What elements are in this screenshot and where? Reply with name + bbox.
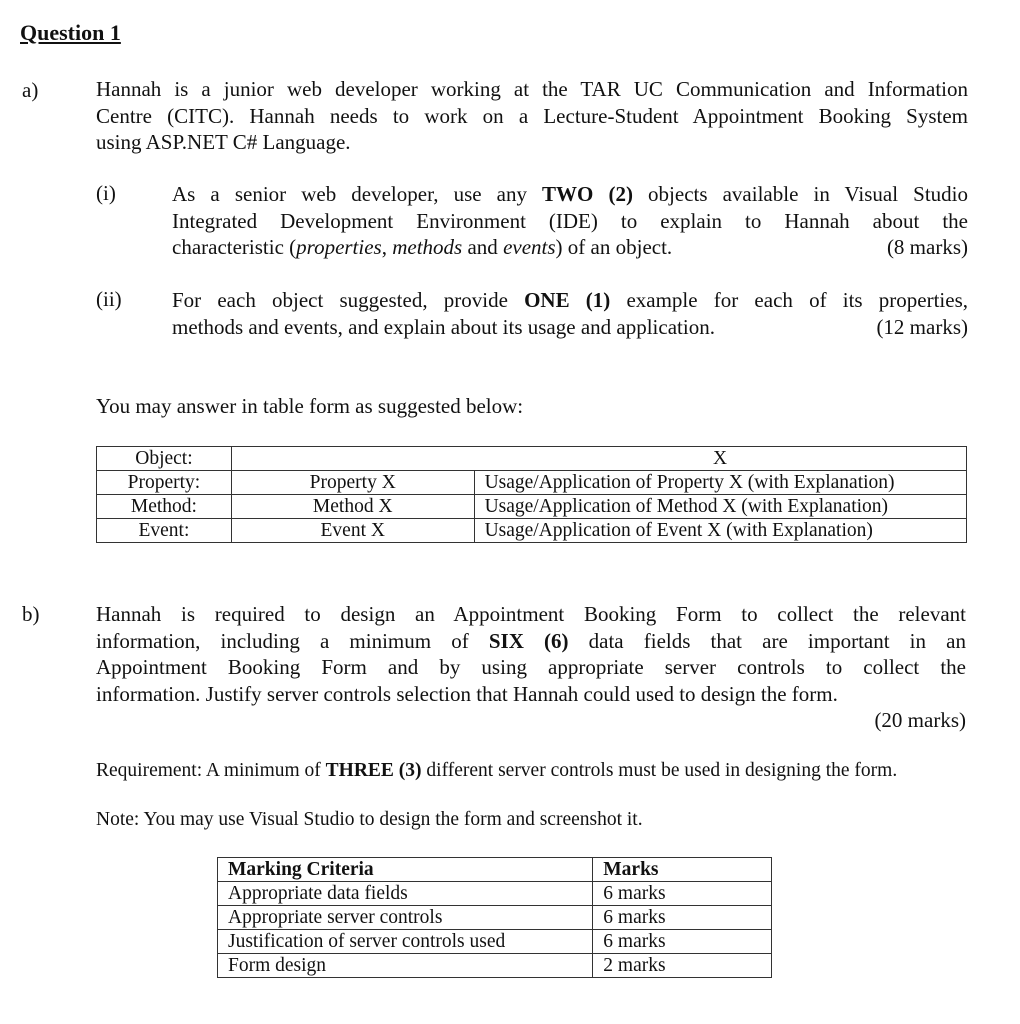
- part-a-intro-line-1: Hannah is a junior web developer working at the TAR UC Communication and Information: [96, 77, 968, 101]
- part-b-line-1: Hannah is required to design an Appointment Booking Form to collect the relevant: [96, 602, 966, 626]
- table-cell: Event X: [231, 519, 474, 543]
- table-row: [97, 447, 967, 471]
- subpart-ii-label: (ii): [96, 287, 122, 311]
- part-a-label: a): [22, 78, 39, 102]
- table-row: [218, 930, 772, 954]
- table-row: [218, 858, 772, 882]
- table-row: [97, 471, 967, 495]
- table-intro: You may answer in table form as suggested below:: [96, 394, 524, 418]
- table-cell: Usage/Application of Method X (with Explanation): [474, 495, 966, 519]
- part-b-line-4: information. Justify server controls selection that Hannah could used to design the form.: [96, 681, 838, 706]
- subpart-i-text: [172, 181, 968, 261]
- table-cell: Method:: [97, 495, 232, 519]
- subpart-ii-marks: (12 marks): [876, 314, 968, 339]
- part-a-intro-line-2: Centre (CITC). Hannah needs to work on a Lecture-Student Appointment Booking System: [96, 103, 968, 128]
- table-cell: Usage/Application of Event X (with Explanation): [474, 519, 966, 543]
- subpart-i-line-2: Integrated Development Environment (IDE) to explain to Hannah about the: [172, 208, 968, 233]
- table-cell: 6 marks: [593, 882, 772, 906]
- subpart-ii-text: [172, 287, 968, 340]
- subpart-i-marks: (8 marks): [886, 235, 968, 259]
- table-cell: X: [474, 447, 966, 471]
- table-row: [218, 882, 772, 906]
- table-cell: Justification of server controls used: [218, 930, 593, 954]
- table-cell: [231, 447, 474, 471]
- table-row: [97, 495, 967, 519]
- subpart-ii-line-1: For each object suggested, provide ONE (1) example for each of its properties,: [172, 288, 968, 312]
- subpart-i-line-1: As a senior web developer, use any TWO (2) objects available in Visual Studio: [172, 182, 969, 206]
- part-b-text: [96, 601, 966, 734]
- marking-criteria-table: [217, 857, 772, 978]
- table-cell: Property X: [231, 471, 474, 495]
- subpart-i-label: (i): [96, 181, 116, 205]
- table-cell: 6 marks: [593, 930, 772, 954]
- table-row: [97, 519, 967, 543]
- requirement-text: Requirement: A minimum of THREE (3) different server controls must be used in designing the form.: [96, 760, 898, 781]
- part-b-marks: (20 marks): [874, 708, 966, 732]
- table-cell: 2 marks: [593, 954, 772, 978]
- table-header-cell: Marking Criteria: [218, 858, 593, 882]
- table-cell: Method X: [231, 495, 474, 519]
- note-text: Note: You may use Visual Studio to design the form and screenshot it.: [96, 809, 643, 830]
- subpart-i-line-3: characteristic (properties, methods and events) of an object. (8 marks): [172, 235, 968, 259]
- table-header-cell: Marks: [593, 858, 772, 882]
- subpart-ii-line-2: methods and events, and explain about its usage and application. (12 marks): [172, 314, 968, 339]
- table-cell: Appropriate data fields: [218, 882, 593, 906]
- table-cell: Appropriate server controls: [218, 906, 593, 930]
- table-cell: Form design: [218, 954, 593, 978]
- question-heading: Question 1: [20, 20, 121, 45]
- part-b-line-2: information, including a minimum of SIX (6) data fields that are important in an: [96, 628, 966, 653]
- part-a-intro-line-3: using ASP.NET C# Language.: [96, 130, 351, 154]
- table-cell: Usage/Application of Property X (with Explanation): [474, 471, 966, 495]
- table-cell: Event:: [97, 519, 232, 543]
- part-b-label: b): [22, 602, 40, 626]
- part-a-intro: [96, 76, 968, 156]
- table-row: [218, 954, 772, 978]
- part-b-line-3: Appointment Booking Form and by using appropriate server controls to collect the: [96, 655, 966, 679]
- table-cell: Object:: [97, 447, 232, 471]
- table-row: [218, 906, 772, 930]
- table-cell: Property:: [97, 471, 232, 495]
- table-cell: 6 marks: [593, 906, 772, 930]
- answer-table: [96, 446, 967, 543]
